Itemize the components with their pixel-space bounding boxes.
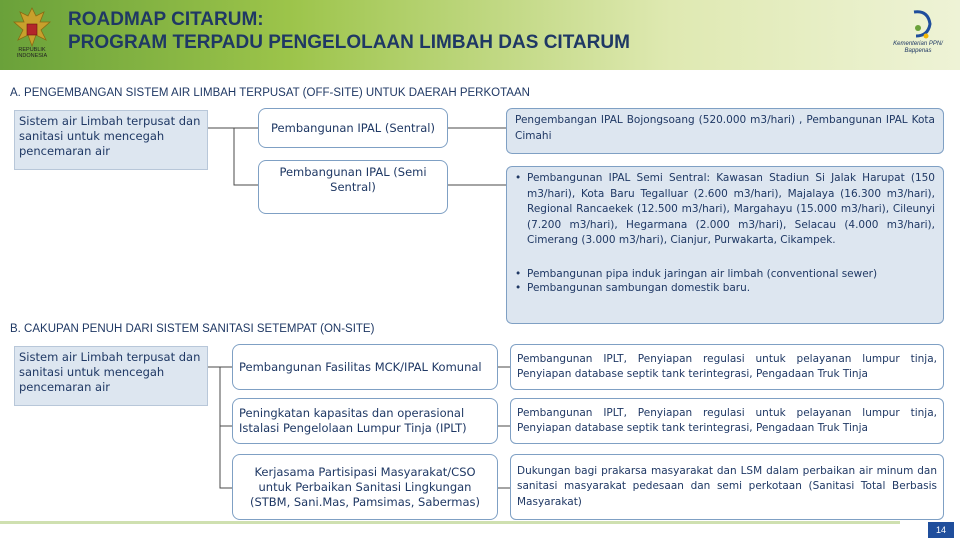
section-a-ipal-sentral: Pembangunan IPAL (Sentral) <box>258 108 448 148</box>
bullet-item: • Pembangunan sambungan domestik baru. <box>515 281 751 294</box>
section-a-right-box-1: Pengembangan IPAL Bojongsoang (520.000 m3/hari) , Pembangunan IPAL Kota Cimahi <box>506 108 944 154</box>
section-a-left-box: Sistem air Limbah terpusat dan sanitasi untuk mencegah pencemaran air <box>14 110 208 170</box>
section-b-right-box-1: Pembangunan IPLT, Penyiapan regulasi untuk pelayanan lumpur tinja, Penyiapan database septik tank terintegrasi, Pengadaan Truk Tinja <box>510 344 944 390</box>
section-b-iplt: Peningkatan kapasitas dan operasional Istalasi Pengelolaan Lumpur Tinja (IPLT) <box>232 398 498 444</box>
section-b-mck-ipal: Pembangunan Fasilitas MCK/IPAL Komunal <box>232 344 498 390</box>
page-title: ROADMAP CITARUM: PROGRAM TERPADU PENGELOLAAN LIMBAH DAS CITARUM <box>68 9 630 53</box>
section-b-right-box-2: Pembangunan IPLT, Penyiapan regulasi untuk pelayanan lumpur tinja, Penyiapan database septik tank terintegrasi, Pengadaan Truk Tinja <box>510 398 944 444</box>
section-a-ipal-semi-sentral: Pembangunan IPAL (Semi Sentral) <box>258 160 448 214</box>
bappenas-logo-caption: Kementerian PPN/ Bappenas <box>893 41 943 54</box>
page-number: 14 <box>928 522 954 538</box>
section-a-heading: A. PENGEMBANGAN SISTEM AIR LIMBAH TERPUSAT (OFF-SITE) UNTUK DAERAH PERKOTAAN <box>10 87 530 99</box>
bullet-item: • Pembangunan pipa induk jaringan air limbah (conventional sewer) <box>515 267 878 280</box>
footer-bar <box>0 521 960 540</box>
section-a-right-box-2 <box>506 166 944 324</box>
section-b-heading: B. CAKUPAN PENUH DARI SISTEM SANITASI SETEMPAT (ON-SITE) <box>10 323 375 335</box>
bullet-item: • Pembangunan IPAL Semi Sentral: Kawasan Stadiun Si Jalak Harupat (150 m3/hari), Kota Baru Tegalluar (2.600 m3/hari), Majalaya (16.300 m3/hari), Regional Rancaekek (12.500 m3/hari), Margahayu (15.000 m3/hari), Cileunyi (7.200 m3/hari), Hegarmana (2.000 m3/hari), Selacau (4.000 m3/hari), Cimerang (3.000 m3/hari), Cianjur, Purwakarta, Cikampek. <box>515 172 935 246</box>
section-b-right-box-3: Dukungan bagi prakarsa masyarakat dan LSM dalam perbaikan air minum dan sanitasi masyarakat pedesaan dan semi perkotaan (Sanitasi Total Berbasis Masyarakat) <box>510 454 944 520</box>
section-b-left-box: Sistem air Limbah terpusat dan sanitasi untuk mencegah pencemaran air <box>14 346 208 406</box>
emblem-caption: REPUBLIK INDONESIA <box>16 47 48 59</box>
section-b-cso: Kerjasama Partisipasi Masyarakat/CSO untuk Perbaikan Sanitasi Lingkungan (STBM, Sani.Mas, Pamsimas, Sabermas) <box>232 454 498 520</box>
